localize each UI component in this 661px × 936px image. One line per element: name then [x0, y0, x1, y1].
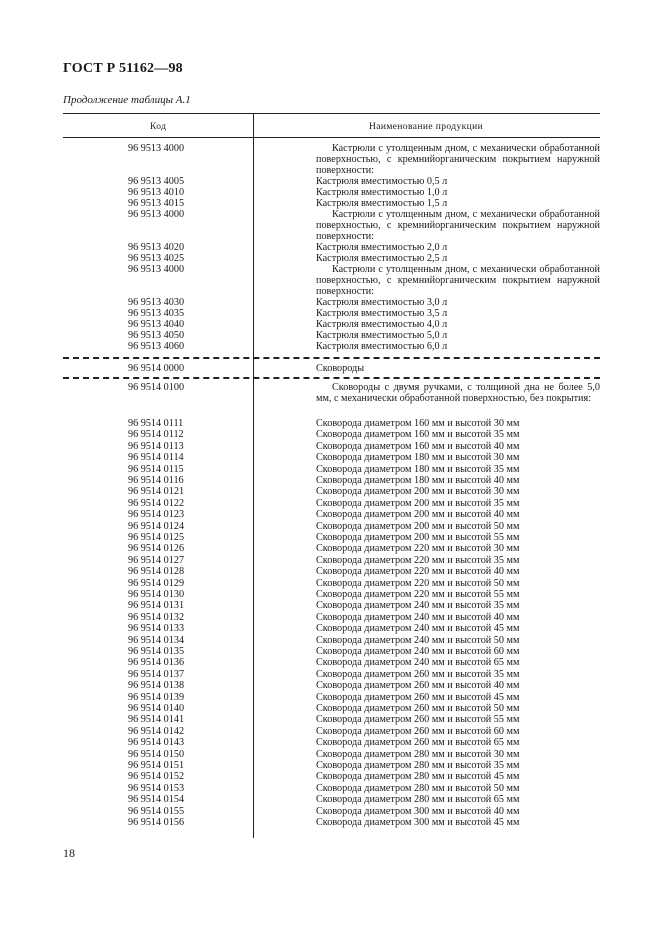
row-code: 96 9514 0121 [128, 486, 185, 498]
row-code: 96 9514 0114 [128, 452, 184, 464]
row-code: 96 9513 4025 [128, 253, 185, 264]
document-title: ГОСТ Р 51162—98 [63, 61, 183, 76]
column-header-code: Код [150, 122, 167, 132]
page-number: 18 [63, 846, 75, 860]
row-code: 96 9513 4000 [128, 264, 185, 275]
row-code: 96 9513 4035 [128, 308, 185, 319]
row-code: 96 9514 0136 [128, 657, 185, 669]
row-product-name: Сковорода диаметром 220 мм и высотой 30 мм [316, 543, 520, 555]
row-product-name: Кастрюля вместимостью 3,0 л [316, 297, 448, 308]
row-code: 96 9513 4000 [128, 143, 185, 154]
row-product-name: Сковорода диаметром 180 мм и высотой 35 мм [316, 463, 520, 475]
row-product-name: Сковорода диаметром 220 мм и высотой 55 мм [316, 589, 520, 600]
row-code: 96 9513 4050 [128, 330, 185, 341]
row-code: 96 9514 0137 [128, 668, 185, 680]
row-code: 96 9514 0151 [128, 760, 185, 771]
row-product-name: Сковорода диаметром 200 мм и высотой 40 мм [316, 509, 520, 521]
row-code: 96 9514 0133 [128, 623, 185, 635]
row-product-name: Сковорода диаметром 260 мм и высотой 55 мм [316, 714, 520, 726]
row-code: 96 9513 4040 [128, 319, 185, 330]
row-product-name: Сковорода диаметром 280 мм и высотой 65 мм [316, 794, 520, 806]
row-product-name: Кастрюля вместимостью 3,5 л [316, 308, 448, 319]
row-code: 96 9514 0126 [128, 543, 185, 555]
table-header-rule [63, 137, 600, 138]
row-code: 96 9513 4005 [128, 176, 185, 187]
column-header-name: Наименование продукции [369, 122, 484, 132]
row-code: 96 9514 0125 [128, 532, 185, 543]
row-code: 96 9513 4010 [128, 187, 185, 198]
row-product-name: Кастрюля вместимостью 4,0 л [316, 319, 448, 330]
row-code: 96 9513 4000 [128, 209, 185, 220]
row-code: 96 9514 0132 [128, 611, 185, 623]
row-code: 96 9514 0152 [128, 771, 185, 783]
row-product-name: Сковорода диаметром 180 мм и высотой 40 мм [316, 475, 520, 486]
row-product-name: Кастрюля вместимостью 5,0 л [316, 330, 448, 341]
row-product-name: Сковороды с двумя ручками, с толщиной дна не более 5,0 мм, с механически обработанной поверхностью, без покрытия: [316, 382, 600, 404]
row-code: 96 9514 0142 [128, 725, 185, 737]
row-product-name: Сковорода диаметром 260 мм и высотой 40 мм [316, 680, 520, 692]
row-product-name: Сковорода диаметром 180 мм и высотой 30 мм [316, 452, 520, 464]
row-code: 96 9514 0123 [128, 509, 185, 521]
row-product-name: Сковорода диаметром 160 мм и высотой 35 мм [316, 429, 520, 441]
section-dash-rule [63, 357, 600, 359]
section-dash-rule [63, 377, 600, 379]
row-code: 96 9514 0140 [128, 703, 185, 714]
row-product-name: Сковорода диаметром 240 мм и высотой 35 мм [316, 600, 520, 612]
row-product-name: Сковороды [316, 363, 365, 374]
row-code: 96 9514 0111 [128, 418, 184, 429]
row-code: 96 9514 0131 [128, 600, 185, 612]
row-code: 96 9514 0127 [128, 554, 185, 566]
row-product-name: Сковорода диаметром 260 мм и высотой 45 мм [316, 691, 520, 703]
row-product-name: Сковорода диаметром 240 мм и высотой 65 мм [316, 657, 520, 669]
row-code: 96 9514 0115 [128, 463, 184, 475]
row-product-name: Сковорода диаметром 300 мм и высотой 45 мм [316, 817, 520, 828]
row-product-name: Сковорода диаметром 200 мм и высотой 55 мм [316, 532, 520, 543]
row-code: 96 9514 0134 [128, 634, 185, 646]
row-product-name: Кастрюля вместимостью 2,5 л [316, 253, 448, 264]
row-code: 96 9514 0141 [128, 714, 185, 726]
row-product-name: Сковорода диаметром 260 мм и высотой 65 мм [316, 737, 520, 749]
row-code: 96 9514 0100 [128, 382, 185, 393]
table-continuation-label: Продолжение таблицы А.1 [63, 94, 191, 106]
row-code: 96 9513 4015 [128, 198, 185, 209]
row-product-name: Кастрюля вместимостью 1,5 л [316, 198, 448, 209]
row-code: 96 9514 0129 [128, 577, 185, 589]
row-product-name: Кастрюля вместимостью 6,0 л [316, 341, 448, 352]
row-product-name: Сковорода диаметром 240 мм и высотой 60 мм [316, 646, 520, 657]
row-code: 96 9514 0128 [128, 566, 185, 578]
row-product-name: Сковорода диаметром 160 мм и высотой 30 мм [316, 418, 520, 429]
row-product-name: Кастрюли с утолщенным дном, с механически обработанной поверхностью, с кремнийорганическим покрытием наружной поверхности: [316, 264, 600, 297]
row-product-name: Кастрюли с утолщенным дном, с механически обработанной поверхностью, с кремнийорганическим покрытием наружной поверхности: [316, 143, 600, 176]
row-code: 96 9514 0139 [128, 691, 185, 703]
row-code: 96 9514 0153 [128, 782, 185, 794]
row-code: 96 9514 0116 [128, 475, 184, 486]
row-code: 96 9514 0143 [128, 737, 185, 749]
row-product-name: Сковорода диаметром 240 мм и высотой 45 мм [316, 623, 520, 635]
row-product-name: Сковорода диаметром 260 мм и высотой 50 мм [316, 703, 520, 714]
row-product-name: Сковорода диаметром 300 мм и высотой 40 мм [316, 805, 520, 817]
row-product-name: Сковорода диаметром 200 мм и высотой 50 мм [316, 520, 520, 532]
row-product-name: Сковорода диаметром 260 мм и высотой 60 мм [316, 725, 520, 737]
row-code: 96 9514 0154 [128, 794, 185, 806]
row-product-name: Сковорода диаметром 240 мм и высотой 40 мм [316, 611, 520, 623]
row-code: 96 9514 0156 [128, 817, 185, 828]
row-code: 96 9514 0113 [128, 440, 184, 452]
row-product-name: Кастрюля вместимостью 0,5 л [316, 176, 448, 187]
row-product-name: Сковорода диаметром 160 мм и высотой 40 мм [316, 440, 520, 452]
row-product-name: Сковорода диаметром 260 мм и высотой 35 мм [316, 668, 520, 680]
row-product-name: Сковорода диаметром 280 мм и высотой 35 мм [316, 760, 520, 771]
row-product-name: Сковорода диаметром 200 мм и высотой 30 мм [316, 486, 520, 498]
row-code: 96 9513 4020 [128, 242, 185, 253]
row-product-name: Сковорода диаметром 240 мм и высотой 50 мм [316, 634, 520, 646]
row-product-name: Сковорода диаметром 220 мм и высотой 40 мм [316, 566, 520, 578]
row-product-name: Кастрюля вместимостью 1,0 л [316, 187, 448, 198]
row-code: 96 9514 0155 [128, 805, 185, 817]
row-code: 96 9513 4060 [128, 341, 185, 352]
row-product-name: Сковорода диаметром 220 мм и высотой 35 мм [316, 554, 520, 566]
table-top-rule [63, 113, 600, 114]
row-product-name: Сковорода диаметром 280 мм и высотой 30 мм [316, 748, 520, 760]
row-code: 96 9514 0135 [128, 646, 185, 657]
row-product-name: Сковорода диаметром 200 мм и высотой 35 мм [316, 497, 520, 509]
row-product-name: Кастрюля вместимостью 2,0 л [316, 242, 448, 253]
row-code: 96 9514 0130 [128, 589, 185, 600]
row-product-name: Сковорода диаметром 280 мм и высотой 50 мм [316, 782, 520, 794]
row-code: 96 9514 0124 [128, 520, 185, 532]
row-product-name: Сковорода диаметром 220 мм и высотой 50 мм [316, 577, 520, 589]
row-code: 96 9514 0150 [128, 748, 185, 760]
row-code: 96 9514 0000 [128, 363, 185, 374]
row-code: 96 9514 0122 [128, 497, 185, 509]
row-code: 96 9514 0138 [128, 680, 185, 692]
row-code: 96 9514 0112 [128, 429, 184, 441]
table-column-divider [253, 113, 254, 838]
row-product-name: Кастрюли с утолщенным дном, с механически обработанной поверхностью, с кремнийорганическим покрытием наружной поверхности: [316, 209, 600, 242]
row-product-name: Сковорода диаметром 280 мм и высотой 45 мм [316, 771, 520, 783]
row-code: 96 9513 4030 [128, 297, 185, 308]
